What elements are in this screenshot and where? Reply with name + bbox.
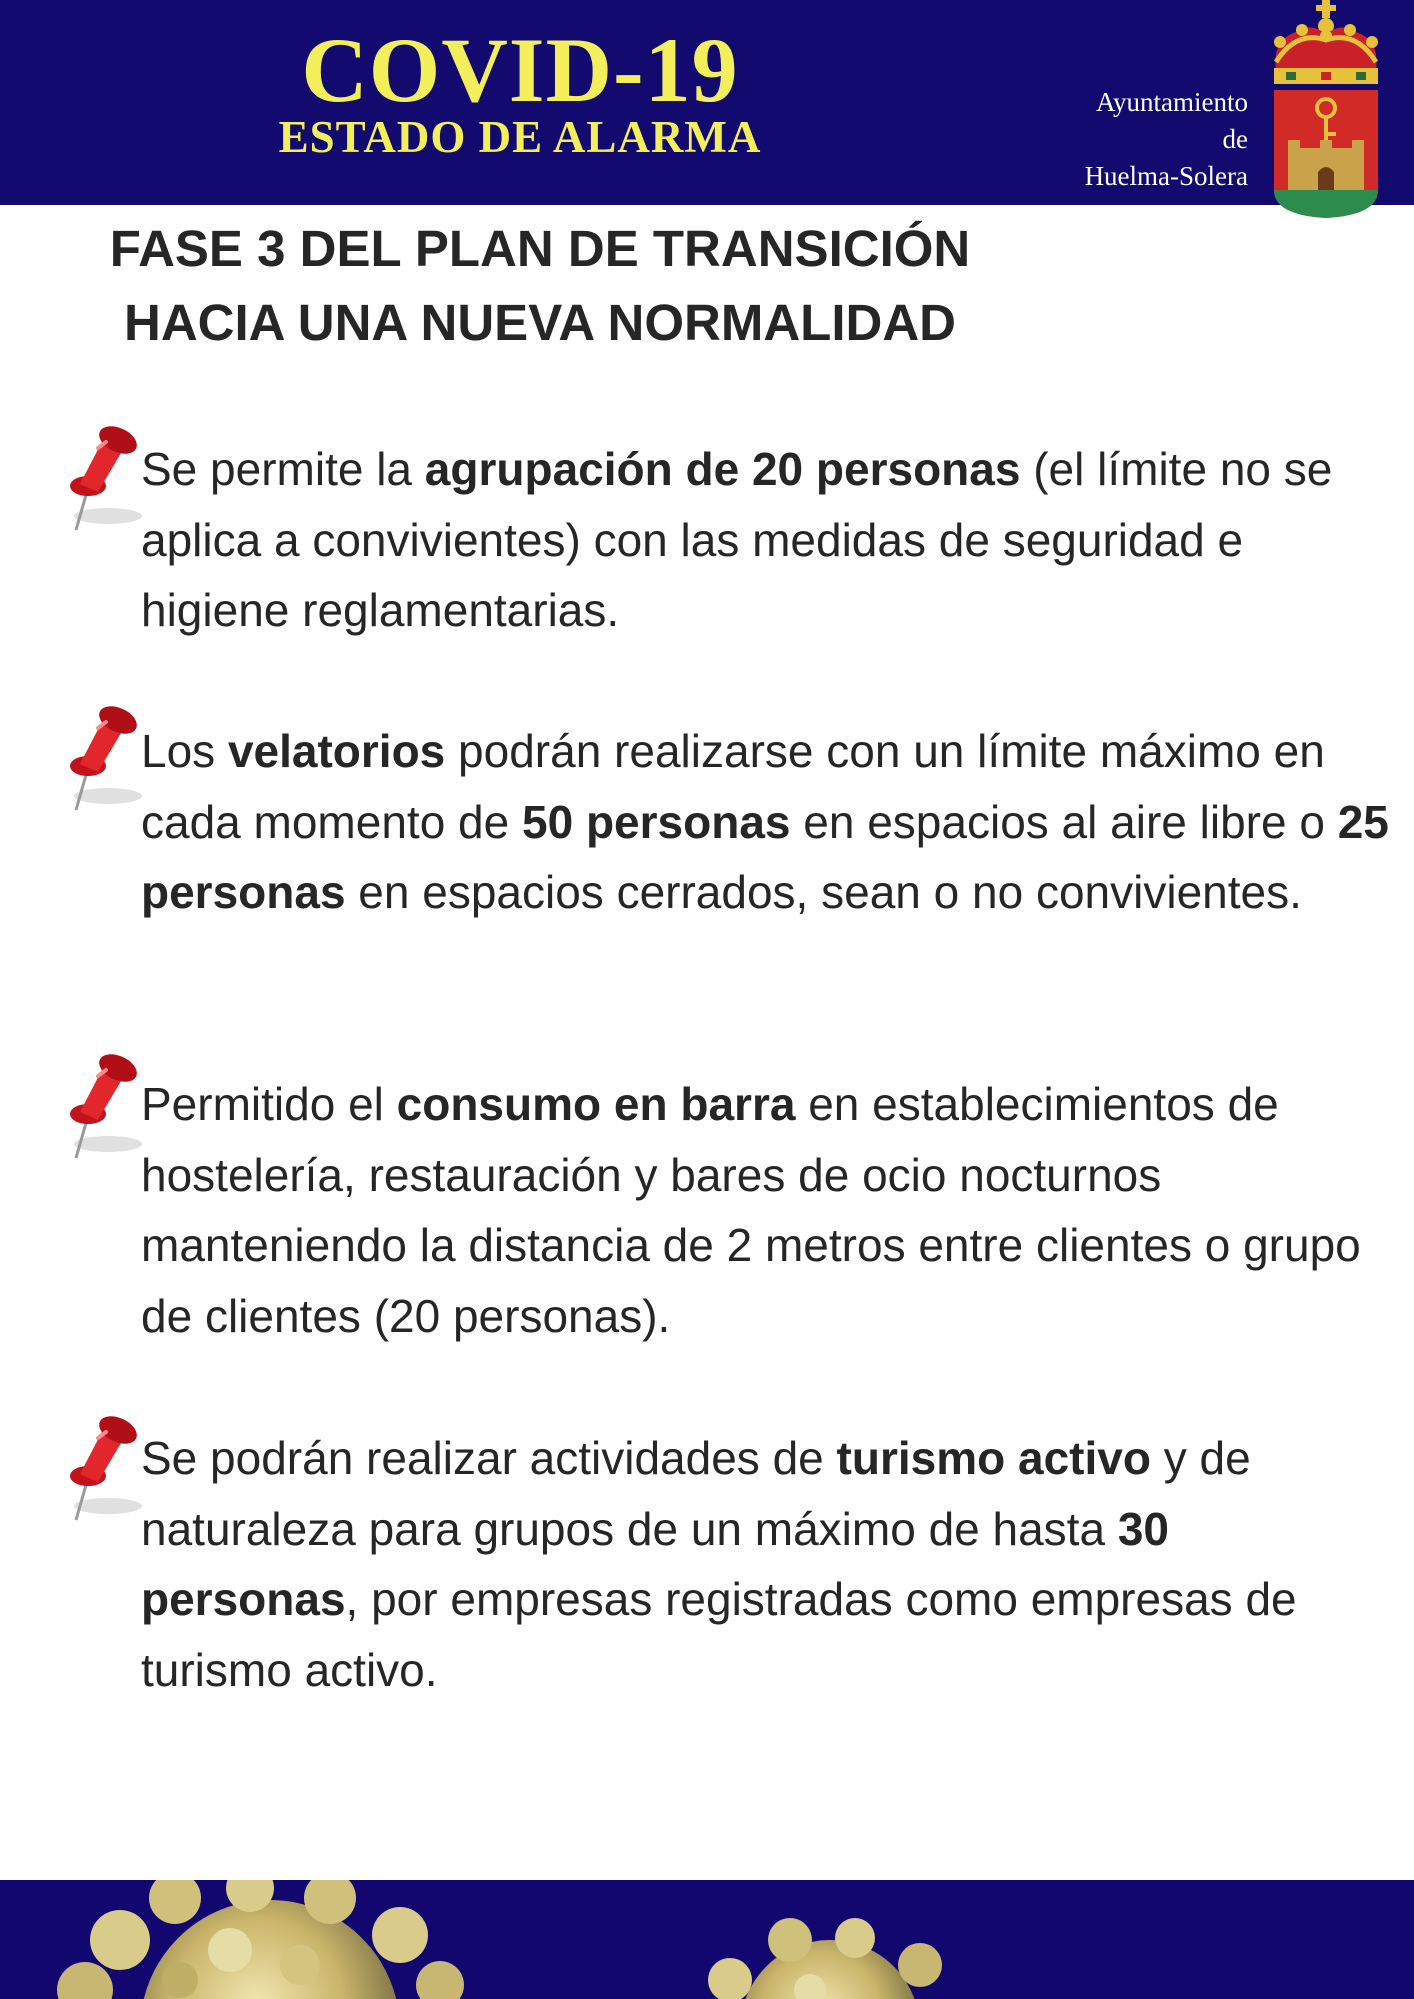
coat-of-arms-icon: [1266, 0, 1386, 222]
highlight-text: velatorios: [227, 725, 446, 777]
highlight-text: 50 personas: [522, 795, 791, 848]
highlight-text: consumo en barra: [396, 1078, 796, 1130]
alarm-subtitle: ESTADO DE ALARMA: [278, 112, 762, 162]
footer-banner: [0, 1880, 1414, 1999]
highlight-text: turismo activo: [836, 1432, 1151, 1484]
list-item: Se podrán realizar actividades de turismo activo y de naturaleza para grupos de un máximo de hasta 30 personas, por empresas registradas como empresas de turismo activo.: [141, 1432, 1297, 1696]
covid-title: COVID-19: [301, 19, 739, 121]
list-item: Permitido el consumo en barra en establecimientos de hostelería, restauración y bares de ocio nocturnos manteniendo la distancia de 2 metros entre clientes o grupo de clientes (20 personas).: [141, 1078, 1361, 1342]
council-line-1: Ayuntamiento: [1096, 87, 1248, 117]
council-line-3: Huelma-Solera: [1084, 161, 1248, 191]
header-banner: [0, 0, 1414, 205]
page-title-line-1: FASE 3 DEL PLAN DE TRANSICIÓN: [109, 220, 971, 277]
highlight-text: agrupación de 20 personas: [424, 443, 1021, 495]
council-line-2: de: [1222, 124, 1248, 154]
highlight-text: 30 personas: [141, 1502, 1169, 1625]
list-item: Los velatorios podrán realizarse con un límite máximo en cada momento de 50 personas en espacios al aire libre o 25 personas en espacios cerrados, sean o no convivientes.: [141, 725, 1389, 918]
council-name: [1000, 84, 1248, 195]
page-title: [60, 212, 1020, 360]
page-title-line-2: HACIA UNA NUEVA NORMALIDAD: [123, 294, 956, 351]
coronavirus-icon: [0, 1880, 1414, 1999]
list-item: Se permite la agrupación de 20 personas (el límite no se aplica a convivientes) con las medidas de seguridad e higiene reglamentarias.: [141, 443, 1333, 636]
highlight-text: 25 personas: [141, 795, 1389, 918]
